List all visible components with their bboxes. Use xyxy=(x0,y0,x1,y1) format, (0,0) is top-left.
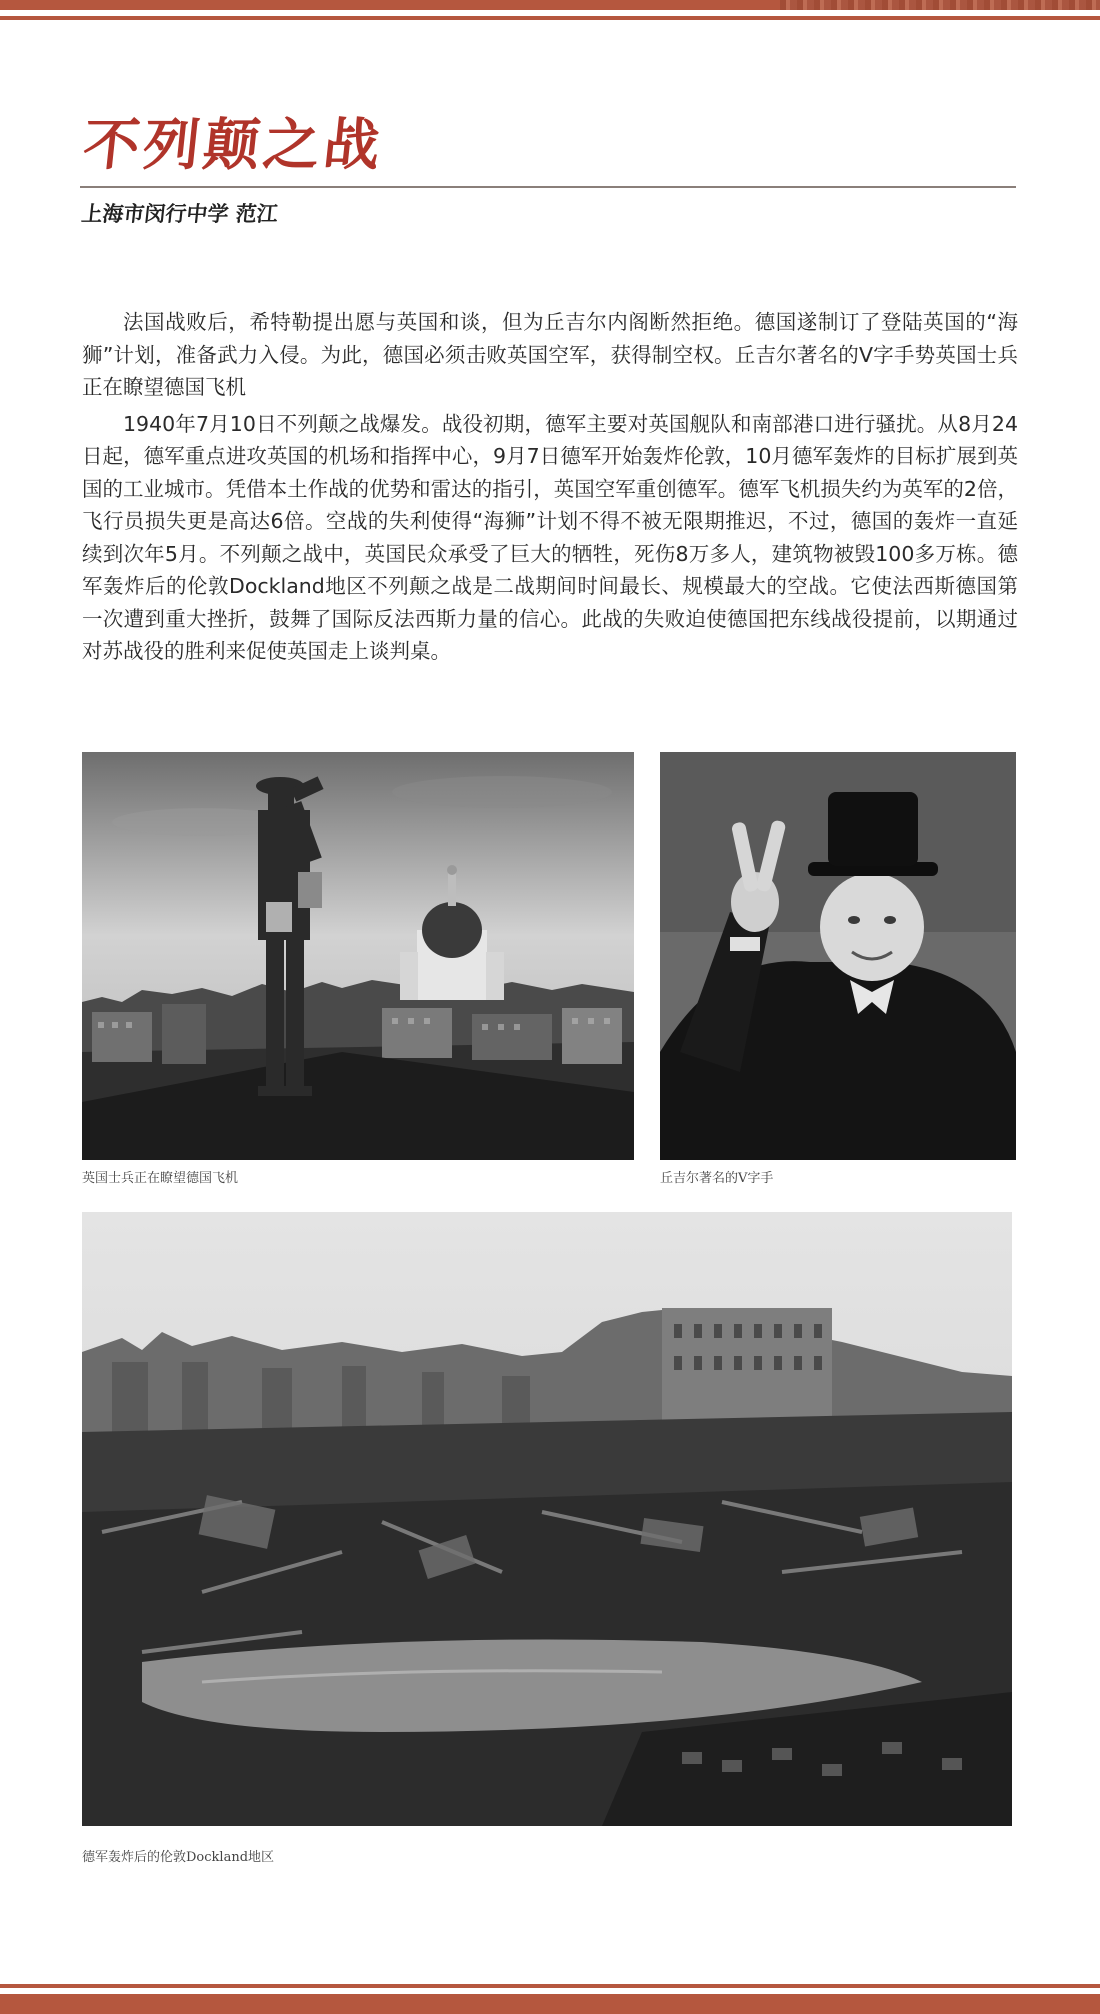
title-divider xyxy=(80,186,1016,188)
author-line: 上海市闵行中学 范江 xyxy=(80,202,280,226)
top-border-texture xyxy=(780,0,1100,10)
dockland-photo-caption: 德军轰炸后的伦敦Dockland地区 xyxy=(82,1850,275,1865)
dockland-photo xyxy=(82,1212,1012,1826)
churchill-photo xyxy=(660,752,1016,1160)
paragraph-2: 1940年7月10日不列颠之战爆发。战役初期，德军主要对英国舰队和南部港口进行骚扰。从8月24日起，德军重点进攻英国的机场和指挥中心，9月7日德军开始轰炸伦敦，10月德军轰炸的目标扩展到英国的工业城市。凭借本土作战的优势和雷达的指引，英国空军重创德军。德军飞机损失约为英军的2倍，飞行员损失更是高达6倍。空战的失利使得“海狮”计划不得不被无限期推迟，不过，德国的轰炸一直延续到次年5月。不列颠之战中，英国民众承受了巨大的牺牲，死伤8万多人，建筑物被毁100多万栋。德军轰炸后的伦敦Dockland地区不列颠之战是二战期间时间最长、规模最大的空战。它使法西斯德国第一次遭到重大挫折，鼓舞了国际反法西斯力量的信心。此战的失败迫使德国把东线战役提前，以期通过对苏战役的胜利来促使英国走上谈判桌。 xyxy=(82,411,1018,663)
churchill-photo-caption: 丘吉尔著名的V字手 xyxy=(660,1171,774,1186)
top-border-line xyxy=(0,16,1100,20)
bottom-border-line xyxy=(0,1984,1100,1988)
soldier-photo xyxy=(82,752,634,1160)
article-body xyxy=(82,306,1018,672)
soldier-photo-caption: 英国士兵正在瞭望德国飞机 xyxy=(82,1171,239,1186)
paragraph-1: 法国战败后，希特勒提出愿与英国和谈，但为丘吉尔内阁断然拒绝。德国遂制订了登陆英国的“海狮”计划，准备武力入侵。为此，德国必须击败英国空军，获得制空权。丘吉尔著名的V字手势英国士兵正在瞭望德国飞机 xyxy=(82,310,1018,399)
bottom-border-band xyxy=(0,1994,1100,2014)
page-title: 不列颠之战 xyxy=(80,113,387,178)
